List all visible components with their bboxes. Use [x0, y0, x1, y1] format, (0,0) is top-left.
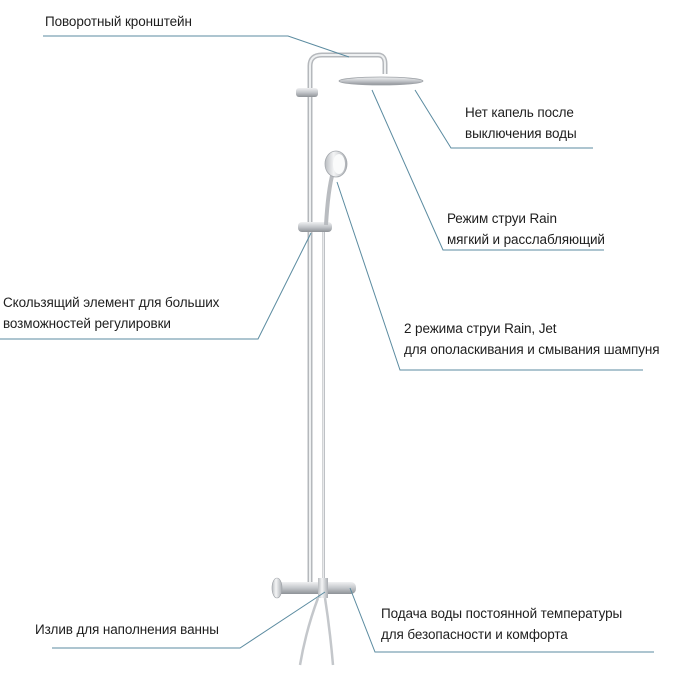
callout-text: Скользящий элемент для больших	[3, 295, 220, 310]
thermostat-mixer	[276, 582, 356, 594]
callout-bath-spout	[35, 619, 219, 640]
leader-swivel-arm	[43, 36, 349, 57]
rain-shower-head	[339, 77, 423, 85]
callout-hand-modes	[404, 318, 659, 360]
callout-slider	[3, 292, 219, 334]
callout-text: выключения воды	[465, 126, 577, 141]
slide-rail	[322, 225, 325, 585]
callout-text: Режим струи Rain	[447, 211, 557, 226]
callout-text: 2 режима струи Rain, Jet	[404, 321, 557, 336]
upper-bracket	[296, 88, 318, 97]
callout-text: возможностей регулировки	[3, 316, 171, 331]
callout-text: Поворотный кронштейн	[45, 14, 192, 29]
callout-thermostat	[381, 603, 622, 645]
callout-rain-mode	[447, 208, 605, 250]
hose	[300, 598, 333, 665]
callout-text: для безопасности и комфорта	[381, 627, 568, 642]
callout-no-drip	[465, 102, 577, 144]
shower-column	[272, 55, 423, 665]
callout-text: мягкий и расслабляющий	[447, 232, 605, 247]
callout-swivel-arm	[45, 11, 192, 32]
callout-text: Излив для наполнения ванны	[35, 622, 219, 637]
callout-text: для ополаскивания и смывания шампуня	[404, 342, 660, 357]
callout-text: Нет капель после	[465, 105, 574, 120]
callout-text: Подача воды постоянной температуры	[381, 606, 623, 621]
